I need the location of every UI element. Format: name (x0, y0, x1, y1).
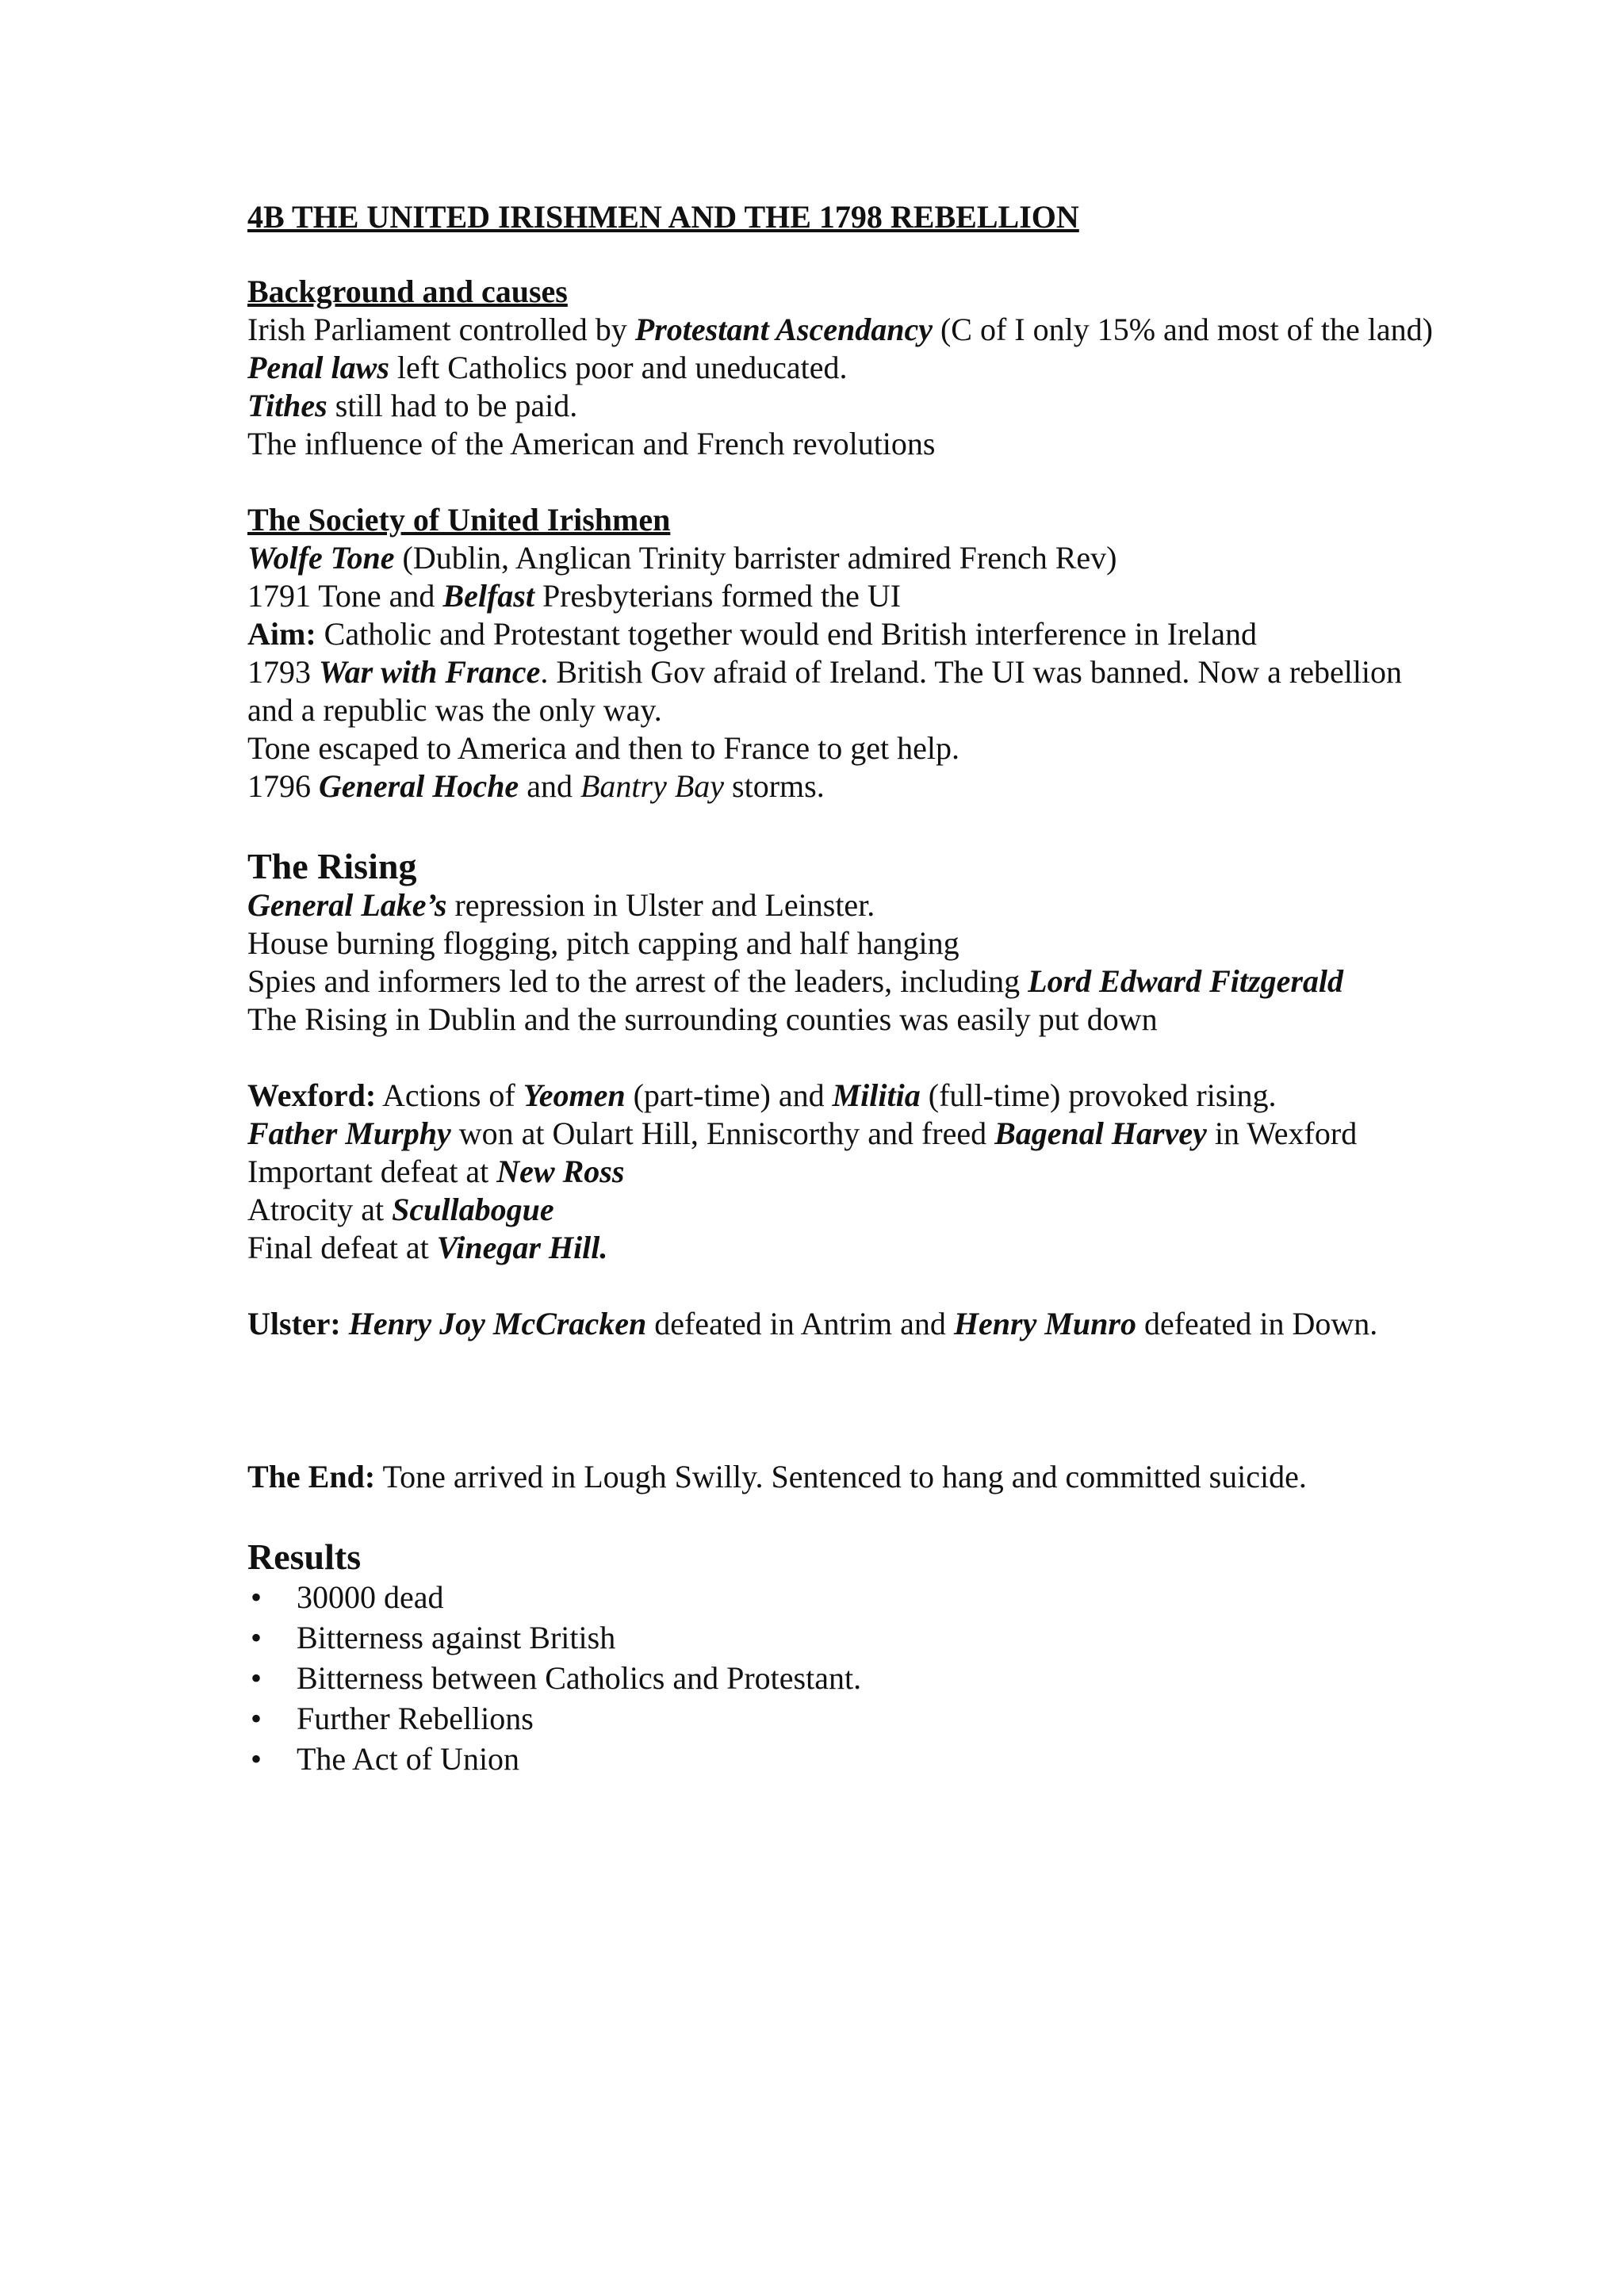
text-run: repression in Ulster and Leinster. (446, 887, 875, 923)
text-run: (full-time) provoked rising. (920, 1077, 1277, 1113)
rising-line-4: The Rising in Dublin and the surrounding counties was easily put down (247, 1001, 1158, 1037)
results-list (247, 1577, 1532, 1779)
society-heading: The Society of United Irishmen (247, 502, 671, 538)
text-run: Important defeat at (247, 1154, 497, 1189)
emphasis-henry-joy-mccracken: Henry Joy McCracken (348, 1306, 647, 1341)
list-item (247, 1658, 1532, 1698)
background-heading: Background and causes (247, 274, 568, 309)
text-run: won at Oulart Hill, Enniscorthy and freed (450, 1115, 995, 1151)
spacer (247, 1039, 1532, 1077)
label-aim: Aim: (247, 616, 316, 652)
spacer (247, 806, 1532, 844)
text-run: Tone arrived in Lough Swilly. Sentenced to hang and committed suicide. (375, 1459, 1307, 1494)
spacer (247, 463, 1532, 501)
rising-line-2: House burning flogging, pitch capping and half hanging (247, 925, 959, 961)
document-title: 4B THE UNITED IRISHMEN AND THE 1798 REBELLION (247, 199, 1079, 235)
emphasis-general-hoche: General Hoche (319, 768, 519, 804)
document-page (247, 198, 1532, 1779)
rising-line-3 (247, 962, 1532, 1001)
emphasis-bagenal-harvey: Bagenal Harvey (994, 1115, 1207, 1151)
list-item (247, 1739, 1532, 1779)
emphasis-protestant-ascendancy: Protestant Ascendancy (634, 312, 933, 347)
spacer (247, 1267, 1532, 1305)
label-wexford: Wexford: (247, 1077, 377, 1113)
text-run (341, 1306, 349, 1341)
society-line-7 (247, 767, 1532, 806)
emphasis-new-ross: New Ross (496, 1154, 625, 1189)
society-line-2 (247, 577, 1532, 615)
list-item-text: Bitterness between Catholics and Protestant. (297, 1660, 862, 1696)
text-run: and (519, 768, 580, 804)
list-item (247, 1698, 1532, 1739)
emphasis-father-murphy: Father Murphy (247, 1115, 451, 1151)
wexford-line-4 (247, 1191, 1532, 1229)
wexford-line-5 (247, 1229, 1532, 1267)
text-run: 1793 (247, 654, 319, 690)
emphasis-wolfe-tone: Wolfe Tone (247, 540, 395, 576)
emphasis-yeomen: Yeomen (523, 1077, 626, 1113)
emphasis-militia: Militia (832, 1077, 921, 1113)
text-run: Irish Parliament controlled by (247, 312, 635, 347)
list-item-text: Bitterness against British (297, 1620, 616, 1655)
rising-heading: The Rising (247, 846, 417, 886)
society-line-3 (247, 615, 1532, 653)
text-run: storms. (724, 768, 825, 804)
bullet-icon: • (251, 1660, 262, 1696)
emphasis-scullabogue: Scullabogue (392, 1192, 554, 1227)
text-run: Catholic and Protestant together would end British interference in Ireland (316, 616, 1257, 652)
society-line-6: Tone escaped to America and then to France to get help. (247, 730, 959, 766)
bullet-icon: • (251, 1701, 262, 1736)
emphasis-bantry-bay: Bantry Bay (580, 768, 725, 804)
label-ulster: Ulster: (247, 1306, 341, 1341)
text-run: (part-time) and (625, 1077, 833, 1113)
text-run: (Dublin, Anglican Trinity barrister admired French Rev) (394, 540, 1117, 576)
text-run: . British Gov afraid of Ireland. The UI was banned. Now a rebellion (540, 654, 1403, 690)
background-line-1 (247, 311, 1532, 349)
list-item-text: Further Rebellions (297, 1701, 534, 1736)
text-run: Actions of (376, 1077, 523, 1113)
emphasis-penal-laws: Penal laws (247, 350, 389, 385)
society-line-5: and a republic was the only way. (247, 692, 662, 728)
text-run: still had to be paid. (327, 388, 578, 423)
bullet-icon: • (251, 1620, 262, 1655)
text-run: left Catholics poor and uneducated. (389, 350, 848, 385)
text-run: in Wexford (1206, 1115, 1358, 1151)
spacer (247, 1343, 1532, 1458)
text-run: (C of I only 15% and most of the land) (932, 312, 1433, 347)
text-run: Spies and informers led to the arrest of the leaders, including (247, 963, 1028, 999)
emphasis-vinegar-hill: Vinegar Hill. (436, 1230, 608, 1265)
wexford-line-3 (247, 1153, 1532, 1191)
list-item-text: The Act of Union (297, 1741, 520, 1777)
text-run: Presbyterians formed the UI (534, 578, 902, 614)
bullet-icon: • (251, 1579, 262, 1615)
spacer (247, 1496, 1532, 1534)
society-line-1 (247, 539, 1532, 577)
background-line-2 (247, 349, 1532, 387)
list-item-text: 30000 dead (297, 1579, 444, 1615)
emphasis-war-with-france: War with France (319, 654, 541, 690)
emphasis-henry-munro: Henry Munro (953, 1306, 1136, 1341)
background-line-4: The influence of the American and French revolutions (247, 426, 936, 461)
background-line-3 (247, 387, 1532, 425)
label-the-end: The End: (247, 1459, 376, 1494)
bullet-icon: • (251, 1741, 262, 1777)
ulster-line (247, 1305, 1532, 1343)
text-run: 1796 (247, 768, 319, 804)
text-run: Final defeat at (247, 1230, 437, 1265)
wexford-line-1 (247, 1077, 1532, 1115)
emphasis-lord-edward-fitzgerald: Lord Edward Fitzgerald (1028, 963, 1344, 999)
results-heading: Results (247, 1536, 362, 1577)
emphasis-belfast: Belfast (442, 578, 534, 614)
text-run: defeated in Down. (1136, 1306, 1378, 1341)
rising-line-1 (247, 886, 1532, 924)
emphasis-tithes: Tithes (247, 388, 327, 423)
list-item (247, 1617, 1532, 1658)
text-run: 1791 Tone and (247, 578, 443, 614)
text-run: defeated in Antrim and (646, 1306, 954, 1341)
end-line (247, 1458, 1532, 1496)
wexford-line-2 (247, 1115, 1532, 1153)
list-item (247, 1577, 1532, 1617)
society-line-4 (247, 653, 1532, 691)
text-run: Atrocity at (247, 1192, 393, 1227)
emphasis-general-lake: General Lake’s (247, 887, 447, 923)
